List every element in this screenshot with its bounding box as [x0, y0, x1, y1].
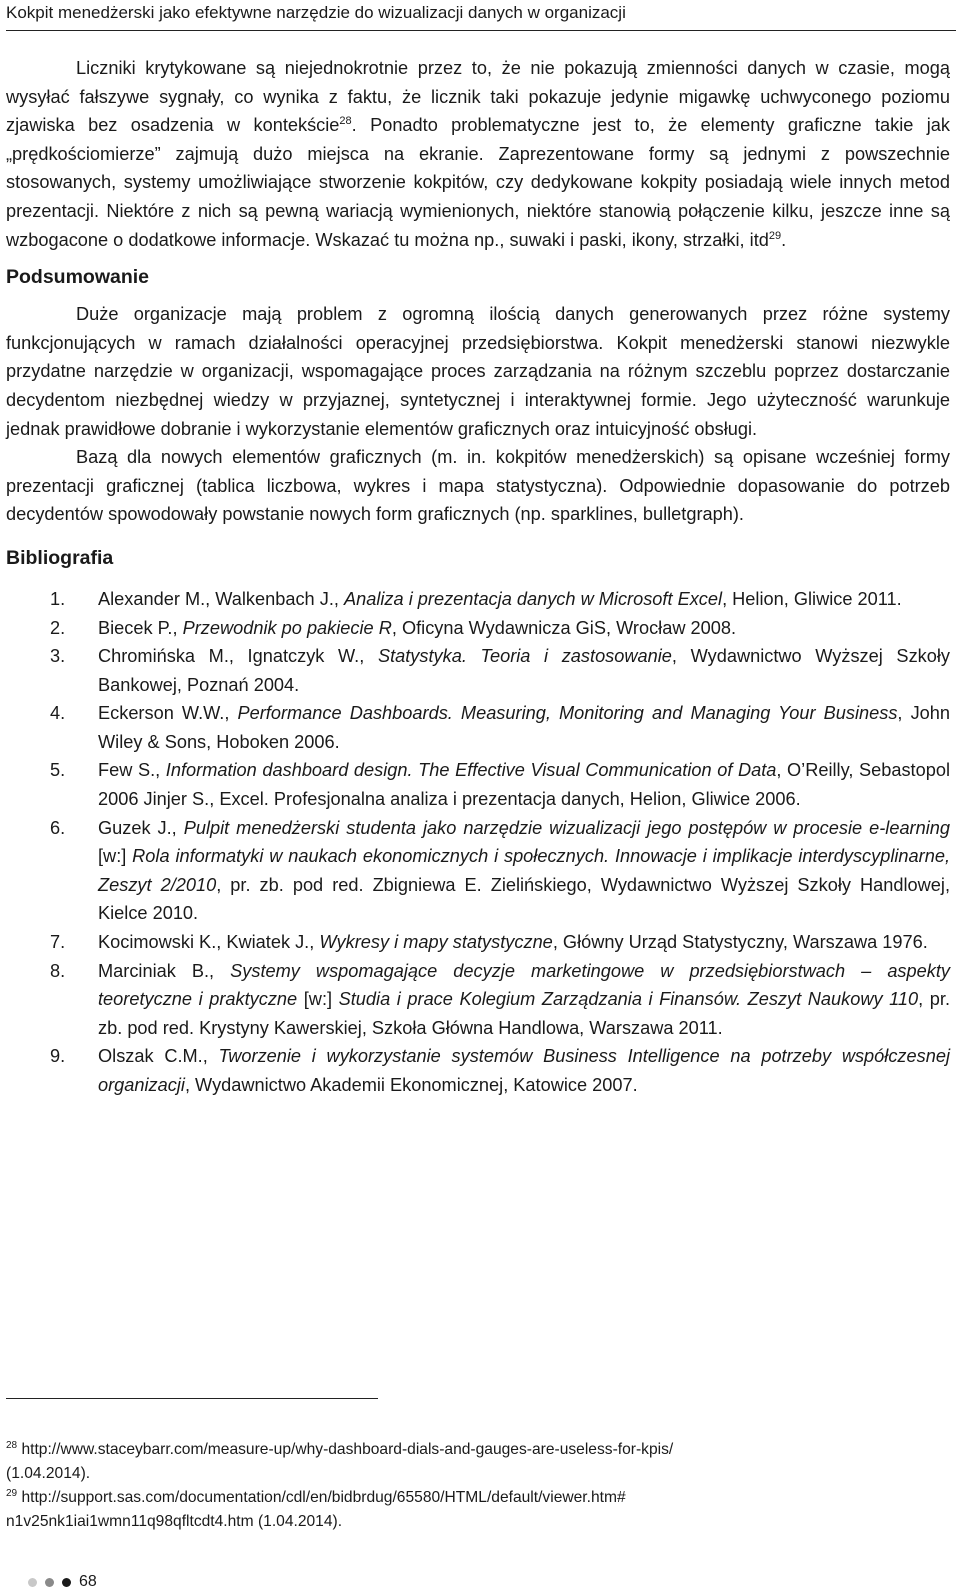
footer-dot-icon [28, 1578, 37, 1587]
footnote-link[interactable]: http://support.sas.com/documentation/cdl/en/bidbrdug/65580/HTML/default/viewer.htm# [21, 1489, 626, 1506]
entry-title: Analiza i prezentacja danych w Microsoft Excel [343, 588, 723, 609]
footnote-29 [6, 1486, 950, 1534]
entry-number: 7. [50, 932, 66, 953]
entry-text: [w:] [98, 846, 133, 867]
footnote-28 [6, 1438, 950, 1486]
entry-text: Biecek P., [98, 617, 183, 638]
footnote-link[interactable]: http://www.staceybarr.com/measure-up/why-dashboard-dials-and-gauges-are-useless-for-kpis/ [21, 1441, 674, 1458]
bibliography-entry [6, 957, 950, 1043]
footnote-date: (1.04.2014). [6, 1465, 91, 1482]
bibliography-entry [6, 614, 950, 643]
footnote-number: 29 [6, 1487, 18, 1499]
entry-text: , Główny Urząd Statystyczny, Warszawa 1976. [552, 932, 928, 953]
bibliography-entry [6, 1042, 950, 1099]
summary-heading: Podsumowanie [6, 266, 150, 289]
entry-text: Chromińska M., Ignatczyk W., [98, 646, 378, 667]
entry-text: Alexander M., Walkenbach J., [98, 588, 344, 609]
footer-dot-icon [62, 1578, 71, 1587]
entry-title: Information dashboard design. The Effective Visual Communication of Data [165, 760, 777, 781]
entry-text: Olszak C.M., [98, 1046, 219, 1067]
entry-number: 3. [50, 646, 66, 667]
footer-dot-icon [45, 1578, 54, 1587]
intro-paragraph [6, 54, 950, 254]
entry-number: 4. [50, 703, 66, 724]
bibliography-entry [6, 928, 950, 957]
entry-text: , Oficyna Wydawnicza GiS, Wrocław 2008. [391, 617, 737, 638]
footnote-ref-29[interactable]: 29 [768, 229, 782, 242]
footnote-number: 28 [6, 1439, 18, 1451]
entry-title: Studia i prace Kolegium Zarządzania i Finansów. Zeszyt Naukowy 110 [338, 989, 919, 1010]
summary-paragraph: Bazą dla nowych elementów graficznych (m. in. kokpitów menedżerskich) są opisane wcześniej formy prezentacji graficznej (tablica liczbowa, wykres i mapa statystyczna). Odpowiednie dopasowanie do potrzeb decydentów spowodowały powstanie nowych form graficznych (np. sparklines, bulletgraph). [6, 447, 950, 525]
entry-text: , Wydawnictwo Akademii Ekonomicznej, Katowice 2007. [184, 1075, 638, 1095]
entry-text: [w:] [297, 989, 339, 1010]
entry-number: 1. [50, 588, 66, 609]
entry-title: Wykresy i mapy statystyczne [319, 932, 553, 953]
intro-text-2: . Ponadto problematyczne jest to, że elementy graficzne takie jak „prędkościomierze” zajmują dużo miejsca na ekranie. Zaprezentowane formy są jednymi z powszechnie stosowanych, systemy umożliwiające stworzenie kokpitów, czy dedykowane kokpity posiadają wiele innych metod prezentacji. Niektóre z nich są pewną wariacją wymienionych, niektóre stanowią połączenie kilku, jeszcze inne są wzbogacone o dodatkowe informacje. Wskazać tu można np., suwaki i paski, ikony, strzałki, itd [6, 115, 950, 250]
bibliography-entry [6, 756, 950, 813]
entry-number: 5. [50, 760, 66, 781]
entry-text: , pr. zb. pod red. Krystyny Kawerskiej, Szkoła Główna Handlowa, Warszawa 2011. [98, 989, 950, 1038]
page-footer [28, 1572, 97, 1592]
footnote-ref-28[interactable]: 28 [339, 115, 352, 128]
summary-paragraph: Duże organizacje mają problem z ogromną ilością danych generowanych przez różne systemy funkcjonujących w ramach działalności operacyjnej przedsiębiorstwa. Kokpit menedżerski stanowi niezwykle przydatne narzędzie w organizacji, wspomagające proces zarządzania na różnym szczeblu poprzez dostarczanie decydentom niezbędnej wiedzy w przyjaznej, syntetycznej i interaktywnej formie. Jego użyteczność warunkuje jednak prawidłowe dobranie i wykorzystanie elementów graficznych oraz intuicyjność obsługi. [6, 304, 950, 439]
entry-title: Statystyka. Teoria i zastosowanie [377, 646, 672, 667]
entry-text: , Wydawnictwo Wyższej Szkoły Bankowej, Poznań 2004. [98, 646, 951, 695]
entry-text: Eckerson W.W., [98, 703, 238, 724]
footnotes [6, 1438, 950, 1534]
main-content [6, 54, 950, 1100]
entry-title: Systemy wspomagające decyzje marketingowe w przedsiębiorstwach – aspekty teoretyczne i praktyczne [98, 960, 950, 1010]
footnote-separator [6, 1398, 378, 1399]
entry-text: Guzek J., [98, 817, 184, 838]
entry-title: Tworzenie i wykorzystanie systemów Business Intelligence na potrzeby współczesnej organizacji [98, 1046, 950, 1095]
entry-text: Kocimowski K., Kwiatek J., [98, 932, 320, 953]
footnote-date: n1v25nk1iai1wmn11q98qfltcdt4.htm (1.04.2014). [6, 1513, 343, 1530]
bibliography-entry [6, 814, 950, 928]
entry-title: Performance Dashboards. Measuring, Monitoring and Managing Your Business [237, 703, 898, 724]
entry-number: 2. [50, 617, 66, 638]
intro-text-3: . [781, 229, 787, 250]
bibliography-list [6, 585, 950, 1100]
entry-text: Few S., [98, 760, 166, 781]
bibliography-entry [6, 699, 950, 756]
page-number: 68 [79, 1573, 97, 1590]
intro-text-1: Liczniki krytykowane są niejednokrotnie przez to, że nie pokazują zmienności danych w czasie, mogą wysyłać fałszywe sygnały, co wynika z faktu, że licznik taki pokazuje jedynie migawkę uchwyconego poziomu zjawiska bez osadzenia w kontekście [6, 58, 950, 136]
entry-number: 9. [50, 1046, 66, 1067]
running-header: Kokpit menedżerski jako efektywne narzędzie do wizualizacji danych w organizacji [6, 2, 956, 31]
entry-text: , Helion, Gliwice 2011. [722, 588, 902, 609]
bibliography-entry [6, 585, 950, 614]
entry-title: Rola informatyki w naukach ekonomicznych i społecznych. Innowacje i implikacje interdyscyplinarne, Zeszyt 2/2010 [98, 846, 950, 895]
entry-title: Pulpit menedżerski studenta jako narzędzie wizualizacji jego postępów w procesie e-learning [183, 817, 950, 838]
entry-number: 8. [50, 960, 66, 981]
entry-text: Marciniak B., [98, 960, 231, 981]
bibliography-heading: Bibliografia [6, 546, 114, 569]
entry-text: , O’Reilly, Sebastopol 2006 Jinjer S., Excel. Profesjonalna analiza i prezentacja danych, Helion, Gliwice 2006. [98, 760, 950, 810]
bibliography-entry [6, 642, 950, 699]
entry-title: Przewodnik po pakiecie R [182, 617, 392, 638]
entry-text: , John Wiley & Sons, Hoboken 2006. [98, 703, 951, 752]
entry-text: , pr. zb. pod red. Zbigniewa E. Zielińskiego, Wydawnictwo Wyższej Szkoły Handlowej, Kielce 2010. [98, 874, 950, 924]
entry-number: 6. [50, 817, 66, 838]
